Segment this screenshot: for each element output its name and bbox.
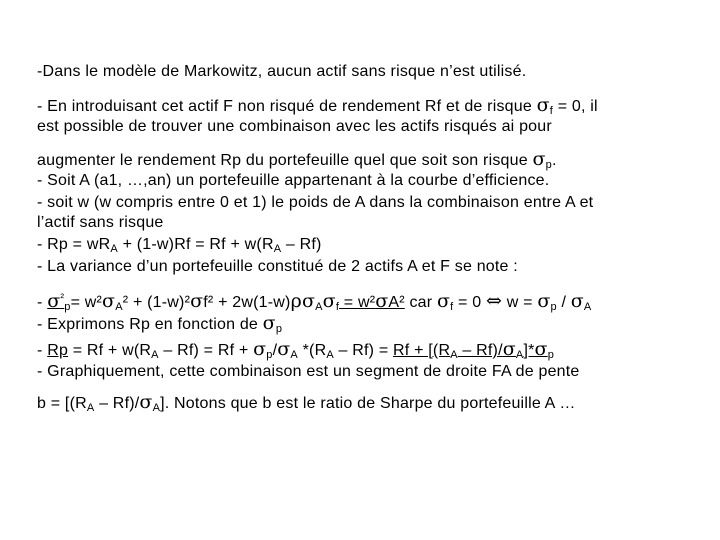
text-line-12: - $Rp = Rf + w(R_A - Rf) = Rf + \sigma_p/\sigma_A$ $*(R_A - Rf) = Rf + [(R_A - Rf)/\sigma_A]*\sigma_p$ <box>37 338 555 361</box>
text-line-14: $b = [(R_A - Rf)/\sigma_A]$. Notons que b est le ratio de Sharpe du portefeuille A … <box>37 391 576 414</box>
text-line-3: est possible de trouver une combinaison avec les actifs risqués ai pour <box>37 118 552 135</box>
text-line-10: - $\sigma^{^2}_p= w^2\sigma_A^2 + (1-w)^2\sigma f^2 + 2w(1-w)\rho\sigma_A\sigma_f = w^2\sigma A^2$ car $\sigma_f = 0$ ⇔ $w = \sigma_p / \sigma_A$ <box>37 290 592 313</box>
text-line-7: l’actif sans risque <box>37 214 164 231</box>
text-line-8: - $Rp = wR_A + (1-w)Rf = Rf + w(R_A - Rf)$ <box>37 236 322 255</box>
text-line-4: augmenter le rendement Rp du portefeuille quel que soit son risque $\sigma_p$. <box>37 148 557 171</box>
text-line-13: - Graphiquement, cette combinaison est un segment de droite FA de pente <box>37 363 580 380</box>
text-line-9: - La variance d’un portefeuille constitué de 2 actifs A et F se note : <box>37 258 518 275</box>
text-line-6: - soit w (w compris entre 0 et 1) le poids de A dans la combinaison entre A et <box>37 194 594 211</box>
text-line-5: - Soit A (a1, …,an) un portefeuille appartenant à la courbe d’efficience. <box>37 172 550 189</box>
text-line-1: -Dans le modèle de Markowitz, aucun actif sans risque n’est utilisé. <box>37 63 527 80</box>
text-line-11: - Exprimons Rp en fonction de $\sigma_p$ <box>37 312 283 335</box>
text-line-2: - En introduisant cet actif F non risqué de rendement Rf et de risque $\sigma_f = 0$, il <box>37 94 598 117</box>
